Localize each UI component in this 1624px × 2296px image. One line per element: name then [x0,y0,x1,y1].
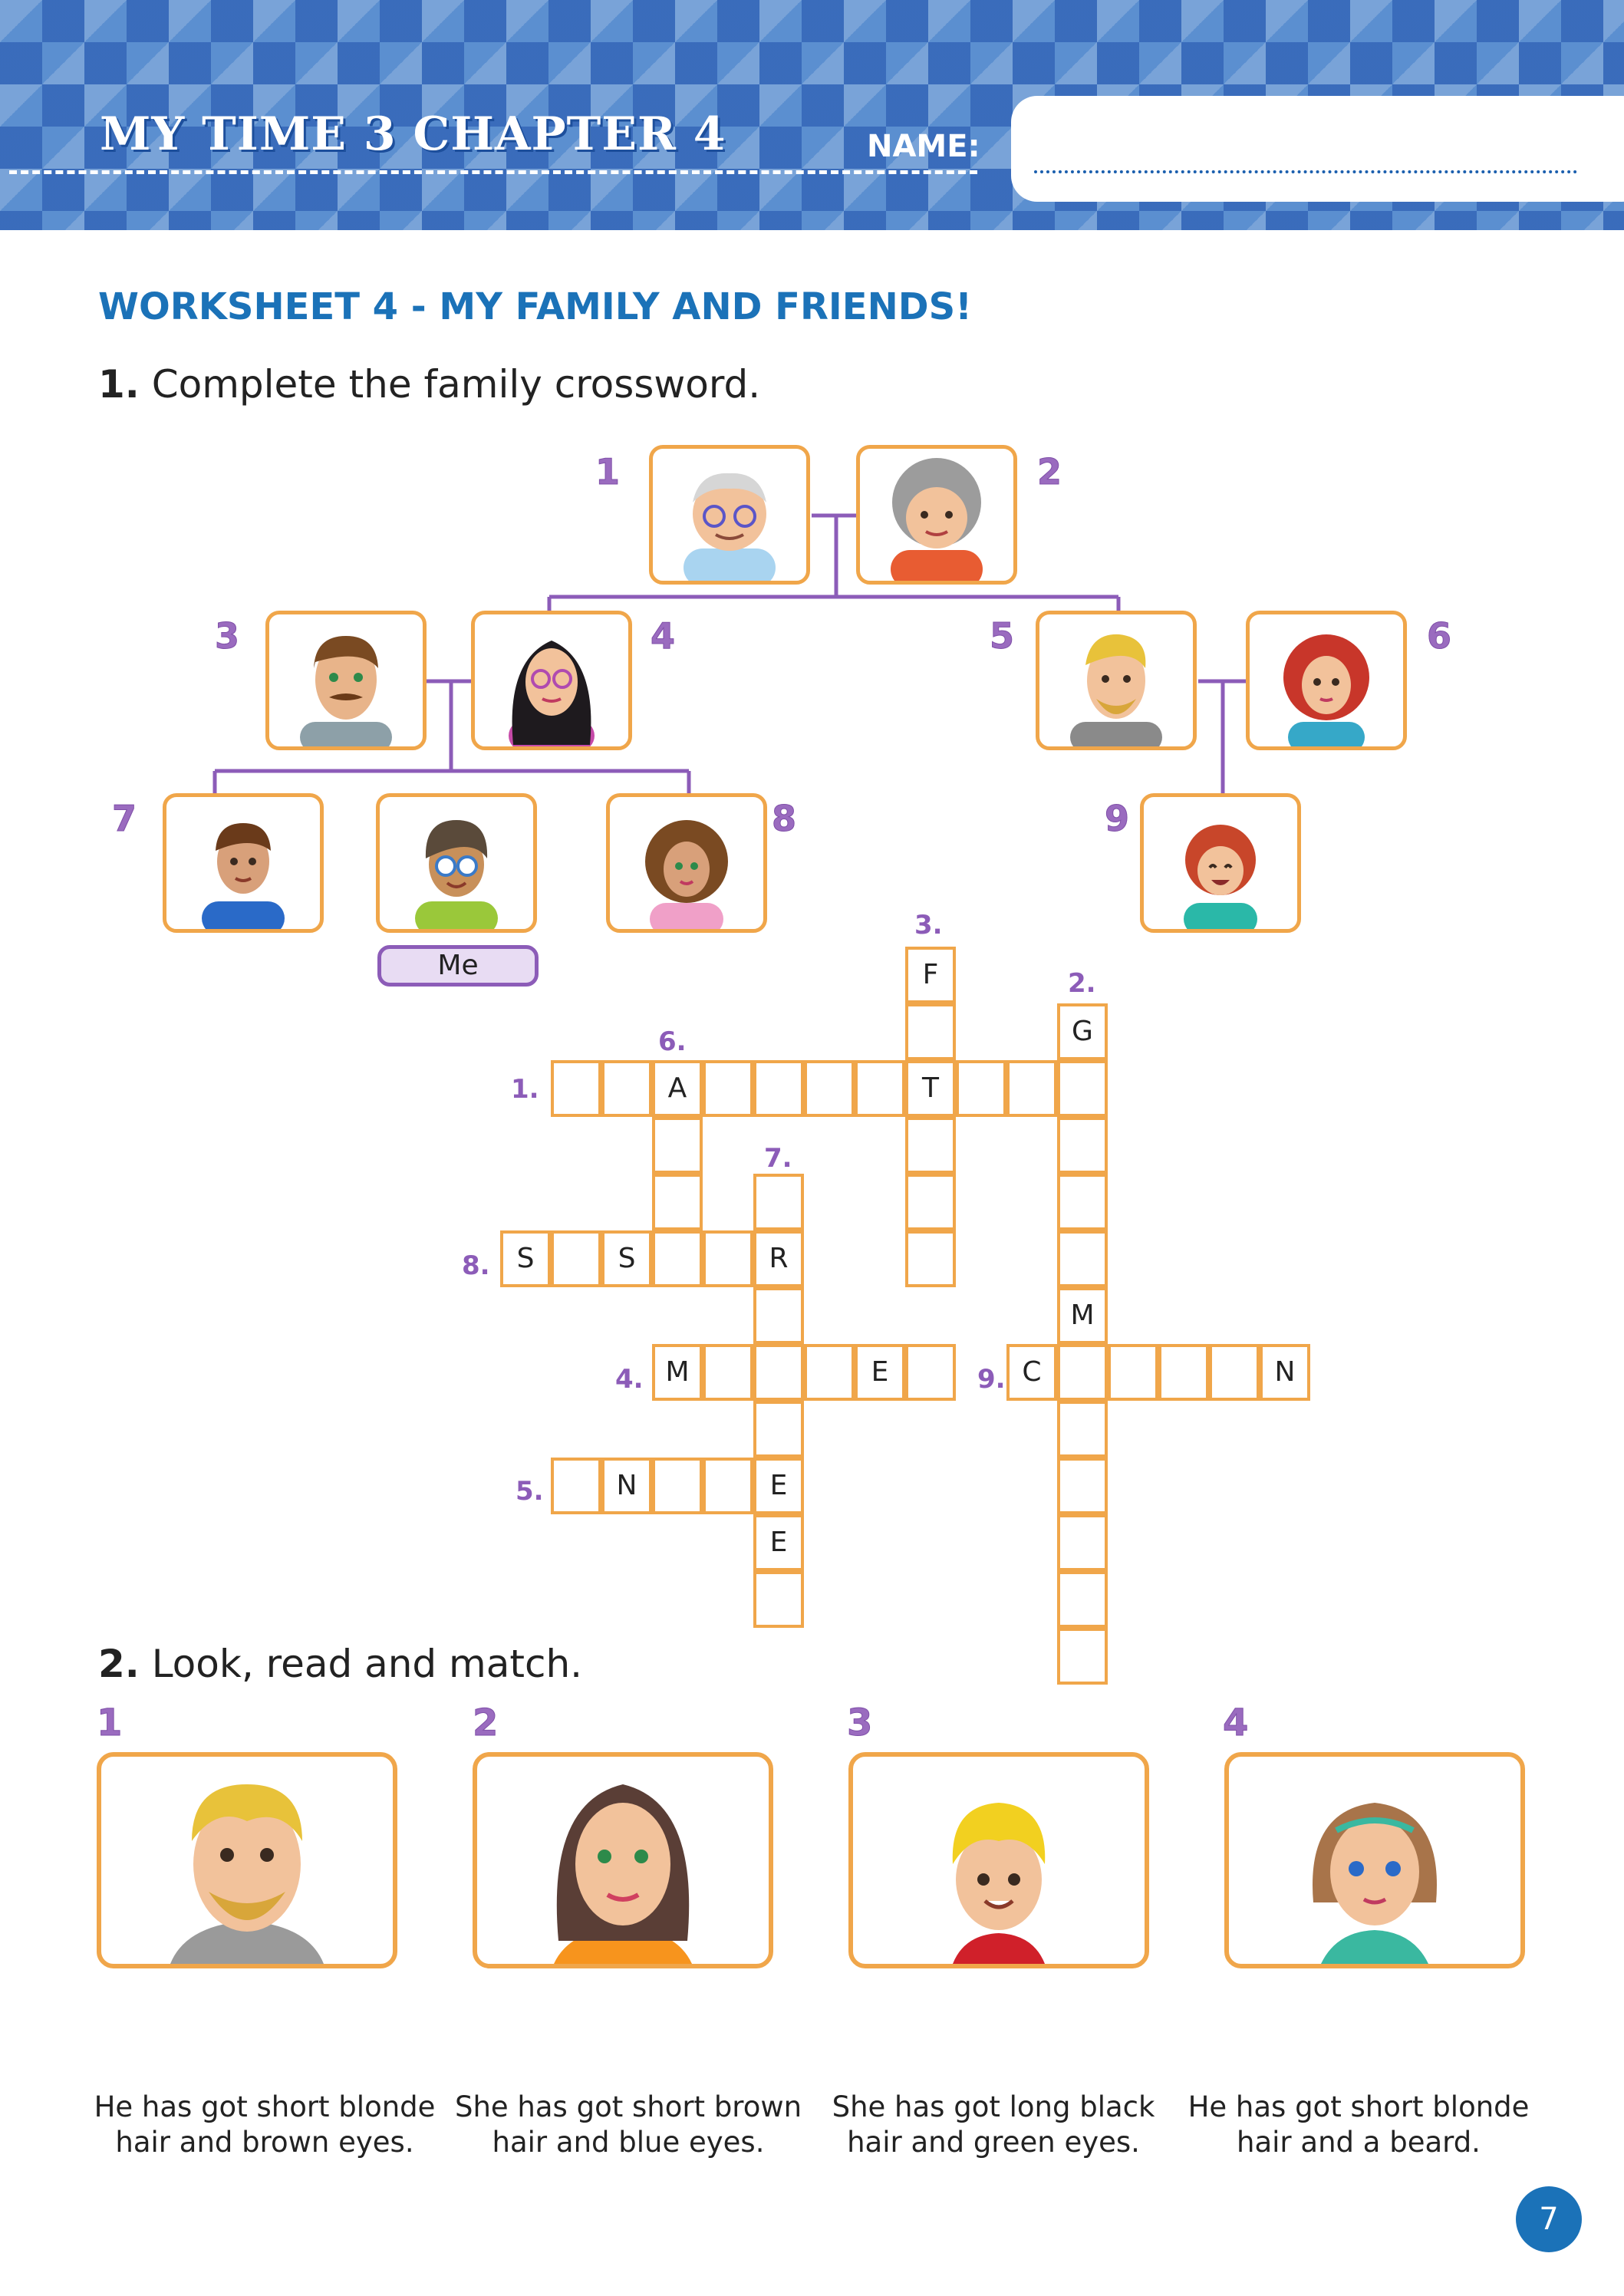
crossword-cell-2-down[interactable] [1057,1571,1108,1628]
description-4: He has got short blonde hair and a beard. [1188,2090,1530,2159]
crossword-cell-9-across[interactable] [1108,1344,1158,1401]
crossword-cell-4-across[interactable] [804,1344,855,1401]
crossword-cell-4-across[interactable]: E [855,1344,905,1401]
crossword-cell-3-down[interactable] [905,1117,956,1174]
worksheet-title: WORKSHEET 4 - MY FAMILY AND FRIENDS! [98,285,973,328]
crossword-cell-1-across[interactable] [1006,1060,1057,1117]
crossword-cell-2-down[interactable] [1057,1117,1108,1174]
crossword-cell-7-down[interactable] [753,1174,804,1230]
crossword-cell-2-down[interactable] [1057,1174,1108,1230]
description-3: She has got long black hair and green eyes. [832,2090,1155,2159]
brown-haired-girl-face-icon [1229,1757,1520,1964]
clue-number-2: 2. [1068,968,1096,999]
exercise-2-number: 2. [98,1642,140,1686]
crossword-cell-8-across[interactable]: R [753,1230,804,1287]
picture-number-4: 4 [1223,1701,1249,1744]
clue-number-7: 7. [764,1143,792,1174]
crossword-cell-2-down[interactable] [1057,1230,1108,1287]
crossword-cell-8-across[interactable] [551,1230,601,1287]
crossword-cell-4-across[interactable] [905,1344,956,1401]
tree-number-8: 8 [772,798,797,839]
crossword-cell-1-across[interactable]: T [905,1060,956,1117]
crossword-cell-1-across[interactable]: A [652,1060,703,1117]
header-title: MY TIME 3 CHAPTER 4 [100,107,726,161]
crossword-cell-9-across[interactable]: C [1006,1344,1057,1401]
picture-number-2: 2 [473,1701,499,1744]
description-2: She has got short brown hair and blue eyes. [454,2090,802,2159]
exercise-2-text: Look, read and match. [151,1642,583,1686]
tree-number-7: 7 [112,798,137,839]
crossword-cell-2-down[interactable] [1057,1401,1108,1458]
crossword-cell-1-across[interactable] [1057,1060,1108,1117]
match-picture-1[interactable] [97,1752,397,1968]
crossword-cell-7-down[interactable] [753,1401,804,1458]
tree-number-6: 6 [1427,615,1452,657]
crossword-cell-4-across[interactable] [703,1344,753,1401]
crossword-cell-8-across[interactable] [703,1230,753,1287]
crossword-cell-1-across[interactable] [551,1060,601,1117]
crossword-cell-3-down[interactable] [905,1230,956,1287]
tree-number-9: 9 [1105,798,1130,839]
exercise-1-number: 1. [98,362,140,407]
crossword-cell-4-across[interactable]: M [652,1344,703,1401]
crossword-cell-2-down[interactable] [1057,1514,1108,1571]
clue-number-4: 4. [615,1364,644,1395]
crossword-cell-6-down[interactable] [652,1174,703,1230]
crossword-cell-1-across[interactable] [804,1060,855,1117]
tree-number-4: 4 [651,615,676,657]
crossword-cell-2-down[interactable] [1057,1344,1108,1401]
crossword-cell-9-across[interactable] [1158,1344,1209,1401]
clue-number-6: 6. [658,1026,687,1057]
crossword-cell-5-across[interactable] [703,1458,753,1514]
crossword-cell-1-across[interactable] [855,1060,905,1117]
match-picture-3[interactable] [848,1752,1149,1968]
tree-number-3: 3 [215,615,240,657]
bearded-man-face-icon [101,1757,393,1964]
clue-number-9: 9. [977,1364,1006,1395]
clue-number-5: 5. [516,1476,544,1507]
crossword-cell-6-down[interactable] [652,1230,703,1287]
clue-number-3: 3. [914,910,943,940]
crossword-cell-1-across[interactable] [956,1060,1006,1117]
tree-number-2: 2 [1037,451,1062,492]
description-1: He has got short blonde hair and brown eyes. [94,2090,436,2159]
tree-number-1: 1 [595,451,621,492]
picture-number-3: 3 [847,1701,873,1744]
crossword-cell-7-down[interactable] [753,1287,804,1344]
exercise-2-instruction [98,1642,582,1686]
crossword-cell-1-across[interactable] [601,1060,652,1117]
me-label: Me [377,945,539,987]
crossword-cell-1-across[interactable] [753,1060,804,1117]
page-number: 7 [1516,2186,1582,2252]
match-picture-2[interactable] [473,1752,773,1968]
crossword-cell-2-down[interactable]: G [1057,1003,1108,1060]
clue-number-1: 1. [511,1074,539,1105]
crossword-cell-8-across[interactable]: S [500,1230,551,1287]
crossword-cell-1-across[interactable] [703,1060,753,1117]
crossword-cell-9-across[interactable] [1209,1344,1260,1401]
crossword-cell-6-down[interactable] [652,1117,703,1174]
crossword-cell-3-down[interactable] [905,1003,956,1060]
crossword-cell-5-across[interactable]: N [601,1458,652,1514]
crossword-cell-5-across[interactable] [551,1458,601,1514]
blonde-boy-face-icon [853,1757,1145,1964]
crossword-cell-2-down[interactable] [1057,1458,1108,1514]
crossword-cell-9-across[interactable]: N [1260,1344,1310,1401]
crossword-cell-7-down[interactable]: E [753,1458,804,1514]
clue-number-8: 8. [462,1250,490,1281]
crossword-cell-7-down[interactable] [753,1344,804,1401]
crossword-cell-3-down[interactable]: F [905,947,956,1003]
crossword-cell-3-down[interactable] [905,1174,956,1230]
crossword-cell-8-across[interactable]: S [601,1230,652,1287]
picture-number-1: 1 [97,1701,123,1744]
crossword-cell-7-down[interactable]: E [753,1514,804,1571]
tree-number-5: 5 [990,615,1015,657]
crossword-cell-2-down[interactable] [1057,1628,1108,1685]
crossword-cell-2-down[interactable]: M [1057,1287,1108,1344]
crossword-cell-5-across[interactable] [652,1458,703,1514]
long-haired-woman-face-icon [477,1757,769,1964]
exercise-1-text: Complete the family crossword. [151,362,761,407]
name-label: NAME: [867,129,980,164]
match-picture-4[interactable] [1224,1752,1525,1968]
crossword-cell-7-down[interactable] [753,1571,804,1628]
